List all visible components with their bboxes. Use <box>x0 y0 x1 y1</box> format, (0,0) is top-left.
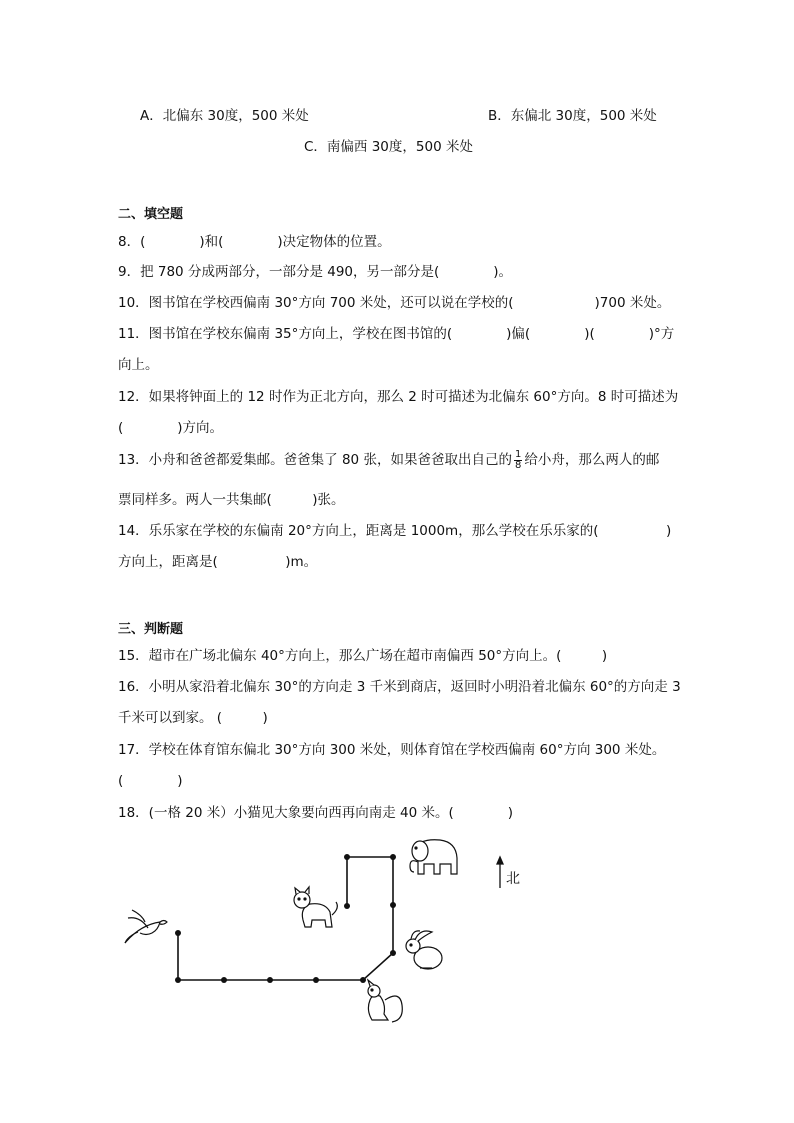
question-9: 9．把 780 分成两部分，一部分是 490，另一部分是( )。 <box>118 264 513 280</box>
route-dots <box>175 854 396 983</box>
route-path <box>178 857 393 980</box>
elephant-icon <box>410 840 457 874</box>
section-title-judgement: 三、判断题 <box>118 622 184 637</box>
question-17-line1: 17．学校在体育馆东偏北 30°方向 300 米处，则体育馆在学校西偏南 60°方向 300 米处。 <box>118 742 666 758</box>
option-c: C．南偏西 30度，500 米处 <box>304 139 473 155</box>
rabbit-icon <box>406 931 442 969</box>
question-14-line1: 14．乐乐家在学校的东偏南 20°方向上，距离是 1000m，那么学校在乐乐家的( ) <box>118 523 672 539</box>
question-11-line2: 向上。 <box>118 357 159 373</box>
section-title-fill-in: 二、填空题 <box>118 207 184 222</box>
bird-icon <box>125 910 167 943</box>
north-arrow-icon <box>497 857 503 888</box>
question-11-line1: 11．图书馆在学校东偏南 35°方向上，学校在图书馆的( )偏( )( )°方 <box>118 326 675 342</box>
question-18: 18．(一格 20 米）小猫见大象要向西再向南走 40 米。( ) <box>118 805 513 821</box>
question-12-line1: 12．如果将钟面上的 12 时作为正北方向，那么 2 时可描述为北偏东 60°方向。8 时可描述为 <box>118 389 679 405</box>
option-b: B．东偏北 30度，500 米处 <box>488 108 657 124</box>
question-13-text-a: 13．小舟和爸爸都爱集邮。爸爸集了 80 张，如果爸爸取出自己的 <box>118 452 512 468</box>
fraction-numerator: 1 <box>514 448 522 460</box>
question-10: 10．图书馆在学校西偏南 30°方向 700 米处，还可以说在学校的( )700 米处。 <box>118 295 671 311</box>
squirrel-icon <box>368 980 402 1022</box>
question-17-line2: ( ) <box>118 773 183 789</box>
question-8: 8．( )和( )决定物体的位置。 <box>118 234 391 250</box>
question-15: 15．超市在广场北偏东 40°方向上，那么广场在超市南偏西 50°方向上。( ) <box>118 648 608 664</box>
question-12-line2: ( )方向。 <box>118 420 224 436</box>
question-16-line2: 千米可以到家。 ( ) <box>118 710 268 726</box>
fraction-denominator: 8 <box>514 459 522 471</box>
option-a: A．北偏东 30度，500 米处 <box>140 108 309 124</box>
question-13-text-b: 给小舟，那么两人的邮 <box>524 452 660 468</box>
cat-icon <box>294 887 337 927</box>
question-16-line1: 16．小明从家沿着北偏东 30°的方向走 3 千米到商店，返回时小明沿着北偏东 60°的方向走 3 <box>118 679 681 695</box>
question-14-line2: 方向上，距离是( )m。 <box>118 554 318 570</box>
question-13-line2: 票同样多。两人一共集邮( )张。 <box>118 492 345 508</box>
north-label: 北 <box>506 871 520 887</box>
